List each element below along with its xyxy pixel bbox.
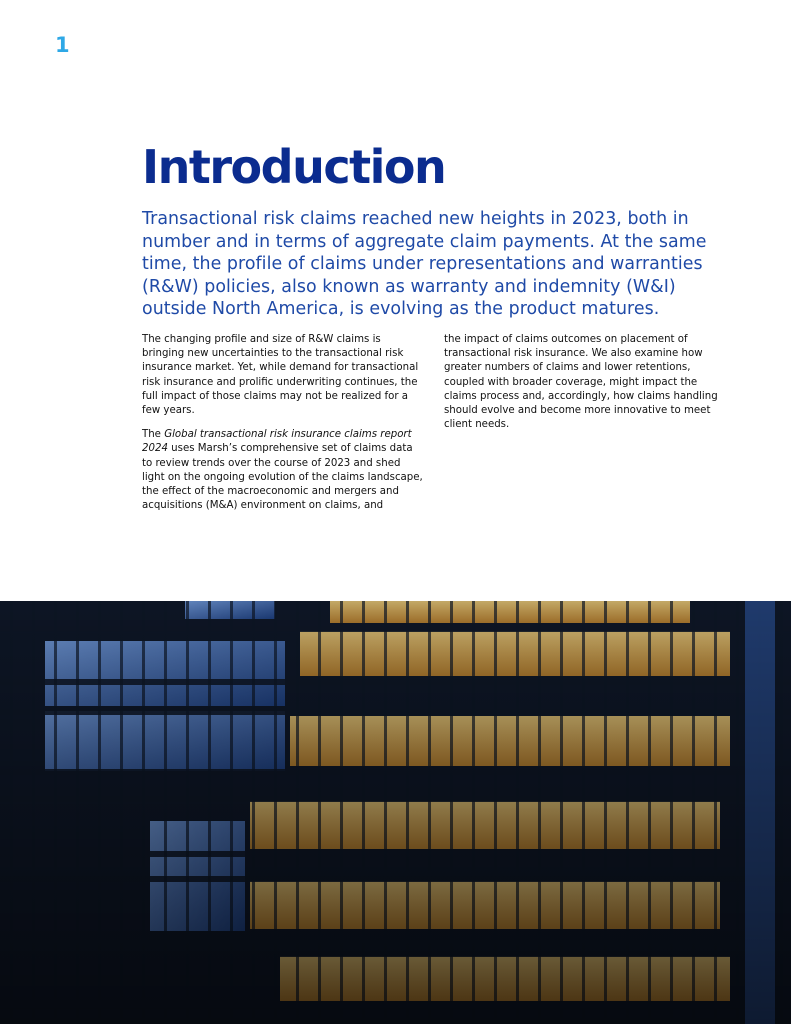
lead-paragraph: Transactional risk claims reached new heights in 2023, both in number and in terms of aggregate claim payments. At the same time, the profile of claims under representations and warranties (R&W) policies, also known as warranty and indemnity (W&I) outside North America, is evolving as the product matures. (142, 209, 707, 319)
page-number: 1 (55, 33, 70, 57)
office-building-night-photo (0, 601, 791, 1024)
body-paragraph-2-prefix: The (142, 429, 165, 441)
body-column-right (444, 333, 724, 442)
report-title-italic: Global transactional risk insurance claims report 2024 (142, 429, 412, 455)
body-column-left (142, 333, 424, 523)
page-title: Introduction (142, 140, 446, 194)
body-paragraph-2 (142, 428, 424, 513)
building-illustration (0, 601, 791, 1024)
body-paragraph-1: The changing profile and size of R&W claims is bringing new uncertainties to the transactional risk insurance market. Yet, while demand for transactional risk insurance and prolific underwriting continues, the full impact of those claims may not be realized for a few years. (142, 334, 419, 417)
body-paragraph-2-suffix: uses Marsh’s comprehensive set of claims data to review trends over the course of 2023 and shed light on the ongoing evolution of the claims landscape, the effect of the macroeconomic and mergers and acquisitions (M&A) environment on claims, and (142, 443, 423, 512)
body-paragraph-3: the impact of claims outcomes on placement of transactional risk insurance. We also examine how greater numbers of claims and lower retentions, coupled with broader coverage, might impact the claims process and, accordingly, how claims handling should evolve and become more innovative to meet client needs. (444, 334, 718, 431)
